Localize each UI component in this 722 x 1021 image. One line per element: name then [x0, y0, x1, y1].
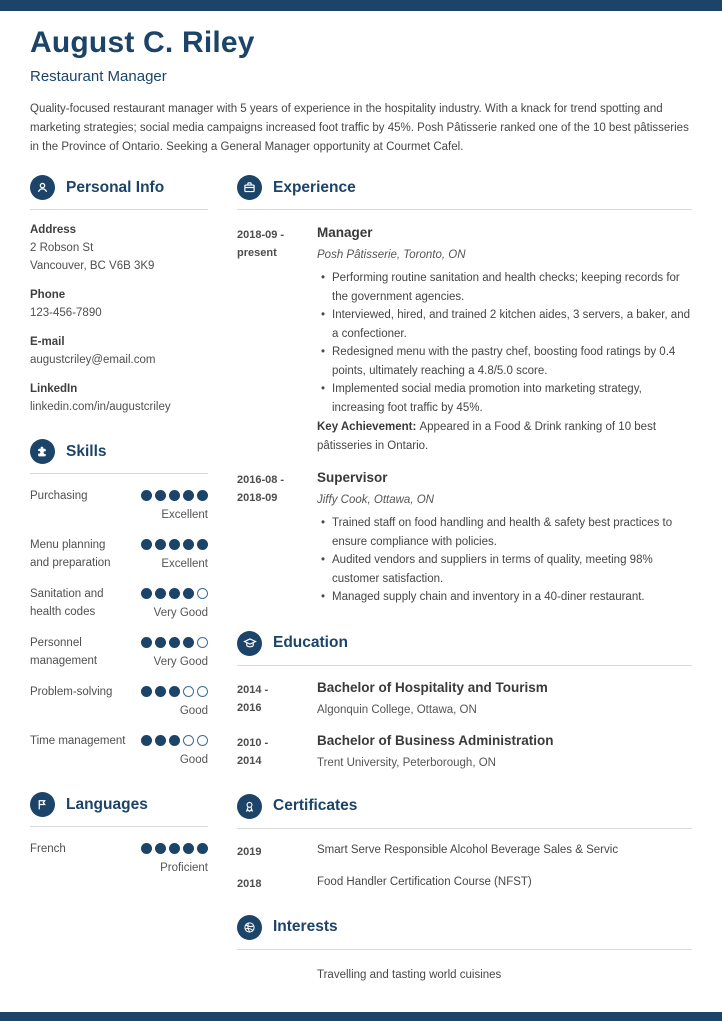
languages-title: Languages [66, 795, 148, 813]
skill-level-dots [141, 490, 208, 501]
entry-body [317, 841, 692, 861]
certificates-list [237, 841, 692, 893]
skill-level-dots [141, 637, 208, 648]
level-dot [197, 686, 208, 697]
certificates-title: Certificates [273, 797, 358, 814]
level-dot [197, 539, 208, 550]
job-bullets [317, 514, 692, 607]
level-dot [155, 588, 166, 599]
date-from: 2018-09 - [237, 229, 285, 241]
personal-info-item [30, 333, 208, 369]
level-dot [169, 539, 180, 550]
entry-dates [237, 679, 317, 719]
skill-rating-label: Good [179, 705, 208, 717]
job-bullet: • Trained staff on food handling and health & safety best practices to ensure compliance with policies. [332, 514, 692, 551]
skill-level [141, 683, 208, 719]
summary-text: Quality-focused restaurant manager with 5 years of experience in the hospitality industry. With a knack for trend spotting and marketing strategies; social media campaigns increased foot traffic by 45%. Posh Pâtisserie ranked one of the 10 best pâtisseries in the Province of Ontario. Seeking a General Manager opportunity at Courmet Cafel. [30, 103, 689, 153]
flag-icon [30, 792, 55, 817]
level-dot [155, 637, 166, 648]
skill-level-dots [141, 539, 208, 550]
skill-level [141, 487, 208, 523]
school-location: Trent University, Peterborough, ON [317, 756, 496, 769]
personal-info-label: LinkedIn [30, 383, 78, 395]
personal-info-section [30, 175, 208, 416]
level-dot [141, 735, 152, 746]
level-dot [141, 588, 152, 599]
level-dot [155, 843, 166, 854]
person-job-title: Restaurant Manager [30, 68, 167, 85]
level-dot [183, 637, 194, 648]
entry-dates [237, 732, 317, 772]
level-dot [169, 490, 180, 501]
certificate-year: 2018 [237, 877, 262, 890]
level-dot [155, 686, 166, 697]
education-header [237, 631, 692, 666]
personal-info-value: linkedin.com/in/augustcriley [30, 401, 171, 413]
personal-info-item [30, 380, 208, 416]
skill-name: Purchasing [30, 490, 88, 502]
certificate-year: 2019 [237, 845, 262, 858]
level-dot [197, 588, 208, 599]
level-dot [141, 843, 152, 854]
personal-info-header [30, 175, 208, 210]
rated-skill-row [30, 536, 208, 572]
rated-skill-row [30, 683, 208, 719]
skill-name: French [30, 843, 66, 855]
personal-info-value: 123-456-7890 [30, 307, 102, 319]
certificate-entry [237, 873, 692, 893]
interests-header [237, 915, 692, 950]
skills-title: Skills [66, 442, 107, 460]
skill-level-dots [141, 843, 208, 854]
level-dot [169, 735, 180, 746]
skill-rating-label: Good [179, 754, 208, 766]
rated-skill-row [30, 840, 208, 876]
certificate-name: Smart Serve Responsible Alcohol Beverage Sales & Servic [317, 843, 619, 856]
certificate-name: Food Handler Certification Course (NFST) [317, 875, 532, 888]
job-bullet: • Audited vendors and suppliers in terms of quality, meeting 98% customer satisfaction. [332, 551, 692, 588]
ball-icon [237, 915, 262, 940]
entry-body [317, 469, 692, 607]
level-dot [197, 490, 208, 501]
level-dot [183, 490, 194, 501]
level-dot [141, 539, 152, 550]
skill-name: Time management [30, 735, 126, 747]
level-dot [169, 637, 180, 648]
skill-rating-label: Proficient [160, 862, 208, 874]
skill-level [141, 634, 208, 670]
languages-header [30, 792, 208, 827]
rated-skill-row [30, 732, 208, 768]
level-dot [155, 735, 166, 746]
entry-dates [237, 469, 317, 607]
key-achievement-label: Key Achievement: [317, 421, 420, 433]
briefcase-icon [237, 175, 262, 200]
experience-entry [237, 469, 692, 607]
interest-date-spacer [237, 966, 317, 984]
languages-section [30, 792, 208, 876]
skill-level [141, 585, 208, 621]
education-list [237, 679, 692, 772]
interest-text: Travelling and tasting world cuisines [317, 968, 502, 981]
interests-title: Interests [273, 918, 338, 935]
certificate-entry [237, 841, 692, 861]
level-dot [155, 490, 166, 501]
job-title-text: Manager [317, 225, 373, 240]
date-to: 2014 [237, 754, 262, 767]
graduation-cap-icon [237, 631, 262, 656]
skill-level-dots [141, 735, 208, 746]
certificates-section [237, 794, 692, 893]
rated-skill-row [30, 634, 208, 670]
job-bullet: • Implemented social media promotion into marketing strategy, increasing foot traffic by 45%. [332, 380, 692, 417]
entry-body [317, 224, 692, 455]
certificates-header [237, 794, 692, 829]
level-dot [183, 735, 194, 746]
entry-body [317, 966, 692, 984]
user-icon [30, 175, 55, 200]
date-from: 2016-08 - [237, 474, 285, 486]
skill-rating-label: Excellent [161, 558, 208, 570]
level-dot [169, 588, 180, 599]
job-bullet: • Interviewed, hired, and trained 2 kitchen aides, 3 servers, a baker, and a confectioner. [332, 306, 692, 343]
skill-name: Menu planning and preparation [30, 539, 111, 569]
personal-info-item [30, 221, 208, 275]
level-dot [141, 637, 152, 648]
level-dot [169, 843, 180, 854]
experience-section [237, 175, 692, 607]
date-from: 2010 - [237, 736, 269, 749]
level-dot [141, 490, 152, 501]
interests-list [237, 966, 692, 984]
resume-header [0, 0, 722, 157]
experience-header [237, 175, 692, 210]
level-dot [183, 588, 194, 599]
skills-list [30, 487, 208, 768]
puzzle-icon [30, 439, 55, 464]
school-location: Algonquin College, Ottawa, ON [317, 703, 477, 716]
personal-info-label: Phone [30, 289, 66, 301]
rated-skill-row [30, 487, 208, 523]
personal-info-list [30, 221, 208, 416]
entry-body [317, 679, 692, 719]
level-dot [169, 686, 180, 697]
interest-entry [237, 966, 692, 984]
education-entry [237, 732, 692, 772]
job-title-text: Supervisor [317, 470, 388, 485]
company-location: Jiffy Cook, Ottawa, ON [317, 494, 434, 506]
skill-rating-label: Very Good [153, 656, 208, 668]
education-title: Education [273, 634, 348, 651]
experience-entry [237, 224, 692, 455]
entry-body [317, 732, 692, 772]
skill-name: Problem-solving [30, 686, 113, 698]
personal-info-value: augustcriley@email.com [30, 354, 156, 366]
level-dot [183, 686, 194, 697]
job-bullet: • Managed supply chain and inventory in a 40-diner restaurant. [332, 588, 692, 607]
skill-rating-label: Excellent [161, 509, 208, 521]
personal-info-item [30, 286, 208, 322]
key-achievement: Key Achievement: Appeared in a Food & Drink ranking of 10 best pâtisseries in Ontario. [317, 421, 657, 452]
skill-level [141, 840, 208, 876]
date-to: 2018-09 [237, 492, 278, 504]
skill-level [141, 536, 208, 572]
entry-dates [237, 224, 317, 455]
personal-info-label: Address [30, 224, 77, 236]
personal-info-label: E-mail [30, 336, 65, 348]
date-to: 2016 [237, 701, 262, 714]
personal-info-value: Vancouver, BC V6B 3K9 [30, 260, 155, 272]
date-to: present [237, 247, 277, 259]
skill-level [141, 732, 208, 768]
date-from: 2014 - [237, 683, 269, 696]
job-bullet: • Performing routine sanitation and health checks; keeping records for the government agencies. [332, 269, 692, 306]
level-dot [197, 637, 208, 648]
level-dot [141, 686, 152, 697]
personal-info-title: Personal Info [66, 178, 165, 196]
skills-header [30, 439, 208, 474]
skill-name: Personnel management [30, 637, 98, 667]
level-dot [197, 735, 208, 746]
entry-body [317, 873, 692, 893]
bottom-accent-bar [0, 1012, 722, 1021]
top-accent-bar [0, 0, 722, 11]
job-bullets [317, 269, 692, 417]
degree-title: Bachelor of Business Administration [317, 732, 554, 748]
skill-level-dots [141, 588, 208, 599]
education-section [237, 631, 692, 772]
degree-title: Bachelor of Hospitality and Tourism [317, 679, 548, 695]
level-dot [155, 539, 166, 550]
right-column [237, 175, 692, 1000]
level-dot [197, 843, 208, 854]
job-bullet: • Redesigned menu with the pastry chef, boosting food ratings by 0.4 points, ultimately reaching a 4.8/5.0 score. [332, 343, 692, 380]
award-ribbon-icon [237, 794, 262, 819]
level-dot [183, 539, 194, 550]
person-name: August C. Riley [30, 26, 255, 59]
skill-level-dots [141, 686, 208, 697]
personal-info-value: 2 Robson St [30, 242, 94, 254]
company-location: Posh Pâtisserie, Toronto, ON [317, 249, 466, 261]
level-dot [183, 843, 194, 854]
left-column [30, 175, 208, 1000]
skill-name: Sanitation and health codes [30, 588, 104, 618]
interests-section [237, 915, 692, 984]
education-entry [237, 679, 692, 719]
content-columns [0, 157, 722, 1000]
experience-list [237, 224, 692, 607]
rated-skill-row [30, 585, 208, 621]
languages-list [30, 840, 208, 876]
skills-section [30, 439, 208, 768]
experience-title: Experience [273, 178, 356, 196]
skill-rating-label: Very Good [153, 607, 208, 619]
